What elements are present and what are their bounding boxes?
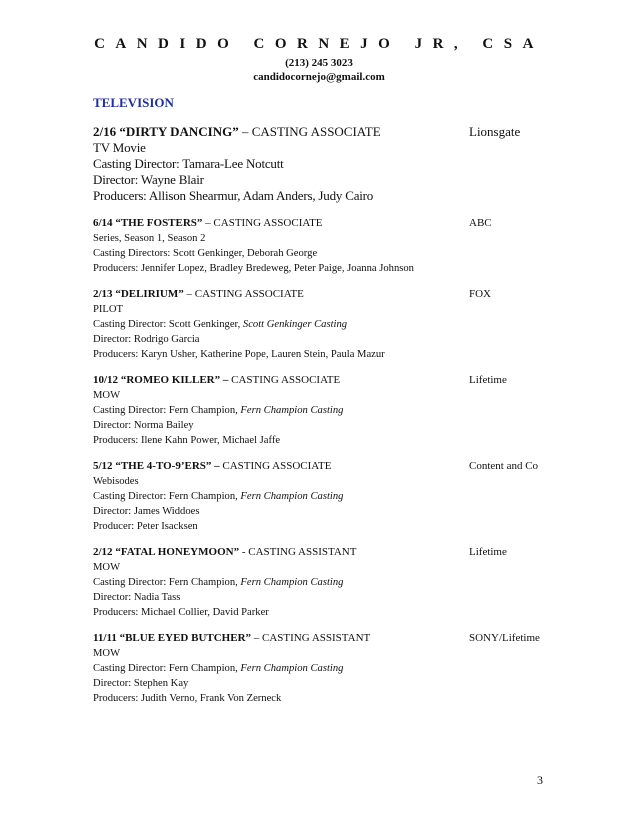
credit-role: – CASTING ASSOCIATE: [183, 288, 304, 300]
credit-entry: [93, 287, 553, 362]
credit-date: 5/12: [93, 460, 113, 472]
credit-entry: [93, 216, 553, 276]
casting-company: Fern Champion Casting: [240, 663, 344, 674]
credit-detail-text: Casting Director: Fern Champion,: [93, 577, 241, 588]
credit-company: FOX: [469, 288, 492, 300]
casting-company: Fern Champion Casting: [240, 491, 344, 502]
credit-title: “FATAL HONEYMOON”: [115, 546, 240, 558]
credit-entry: [93, 545, 553, 620]
credit-entry: [93, 459, 553, 534]
credit-detail: Director: Stephen Kay: [93, 678, 189, 689]
credit-date: 11/11: [93, 632, 117, 644]
credit-title: “THE FOSTERS”: [115, 217, 203, 229]
page-number: 3: [537, 773, 543, 787]
credit-company: SONY/Lifetime: [469, 632, 540, 644]
credit-title: “THE 4-TO-9’ERS” –: [115, 460, 220, 472]
credit-entry: [93, 373, 553, 448]
credit-detail: Director: Norma Bailey: [93, 420, 194, 431]
credit-detail: Producers: Allison Shearmur, Adam Anders, Judy Cairo: [93, 188, 374, 203]
section-title: TELEVISION: [93, 95, 174, 110]
header-name: CANDIDO CORNEJO JR, CSA: [94, 36, 544, 52]
credit-company: Content and Co: [469, 460, 539, 472]
credit-detail: TV Movie: [93, 140, 146, 155]
casting-company: Fern Champion Casting: [240, 405, 344, 416]
credit-detail: Director: Rodrigo Garcia: [93, 334, 200, 345]
credit-date: 2/13: [93, 288, 113, 300]
credit-detail: Casting Director: Tamara-Lee Notcutt: [93, 156, 284, 171]
credit-role: – CASTING ASSOCIATE: [202, 217, 323, 229]
credit-detail: [93, 317, 553, 332]
credit-detail: MOW: [93, 562, 121, 573]
credit-detail: Director: Wayne Blair: [93, 172, 204, 187]
credit-company: ABC: [469, 217, 492, 229]
credit-detail: Webisodes: [93, 476, 139, 487]
credit-detail: [93, 575, 553, 590]
credit-detail: PILOT: [93, 304, 124, 315]
credit-detail: Producers: Jennifer Lopez, Bradley Bredeweg, Peter Paige, Joanna Johnson: [93, 263, 414, 274]
credit-detail: Series, Season 1, Season 2: [93, 233, 206, 244]
credit-detail: Producers: Judith Verno, Frank Von Zerneck: [93, 693, 282, 704]
credit-role: - CASTING ASSISTANT: [239, 546, 357, 558]
credit-detail: [93, 489, 553, 504]
credit-detail-text: Casting Director: Scott Genkinger,: [93, 319, 243, 330]
header-email: candidocornejo@gmail.com: [253, 71, 385, 83]
credit-detail: Producers: Michael Collier, David Parker: [93, 607, 269, 618]
credit-detail: Director: Nadia Tass: [93, 592, 181, 603]
credit-title: “DIRTY DANCING”: [119, 124, 239, 139]
credit-date: 6/14: [93, 217, 113, 229]
credit-detail: Casting Directors: Scott Genkinger, Deborah George: [93, 248, 318, 259]
credit-company: Lifetime: [469, 546, 507, 558]
credit-role: CASTING ASSOCIATE: [219, 460, 332, 472]
credit-detail: MOW: [93, 390, 121, 401]
credit-detail-text: Casting Director: Fern Champion,: [93, 663, 241, 674]
credit-detail-text: Casting Director: Fern Champion,: [93, 491, 241, 502]
credit-title: “ROMEO KILLER” –: [120, 374, 229, 386]
credit-entry: [93, 631, 553, 706]
credit-detail-text: Casting Director: Fern Champion,: [93, 405, 241, 416]
credit-title: “DELIRIUM”: [115, 288, 184, 300]
credit-company: Lionsgate: [469, 124, 521, 139]
credit-detail: [93, 661, 553, 676]
credit-detail: Producers: Karyn Usher, Katherine Pope, Lauren Stein, Paula Mazur: [93, 349, 385, 360]
credit-date: 10/12: [93, 374, 119, 386]
casting-company: Fern Champion Casting: [240, 577, 344, 588]
casting-company: Scott Genkinger Casting: [242, 319, 348, 330]
credit-entry: [93, 124, 553, 204]
credit-detail: Producers: Ilene Kahn Power, Michael Jaffe: [93, 435, 281, 446]
credit-company: Lifetime: [469, 374, 507, 386]
credit-role: CASTING ASSOCIATE: [228, 374, 341, 386]
credit-date: 2/12: [93, 546, 113, 558]
credit-role: – CASTING ASSISTANT: [251, 632, 371, 644]
header-phone: (213) 245 3023: [285, 57, 353, 69]
credit-date: 2/16: [93, 124, 117, 139]
credit-role: – CASTING ASSOCIATE: [238, 124, 381, 139]
credit-detail: Director: James Widdoes: [93, 506, 200, 517]
credit-detail: [93, 403, 553, 418]
credit-detail: Producer: Peter Isacksen: [93, 521, 198, 532]
credit-title: “BLUE EYED BUTCHER”: [119, 632, 252, 644]
credits-list: [93, 124, 553, 717]
credit-detail: MOW: [93, 648, 121, 659]
